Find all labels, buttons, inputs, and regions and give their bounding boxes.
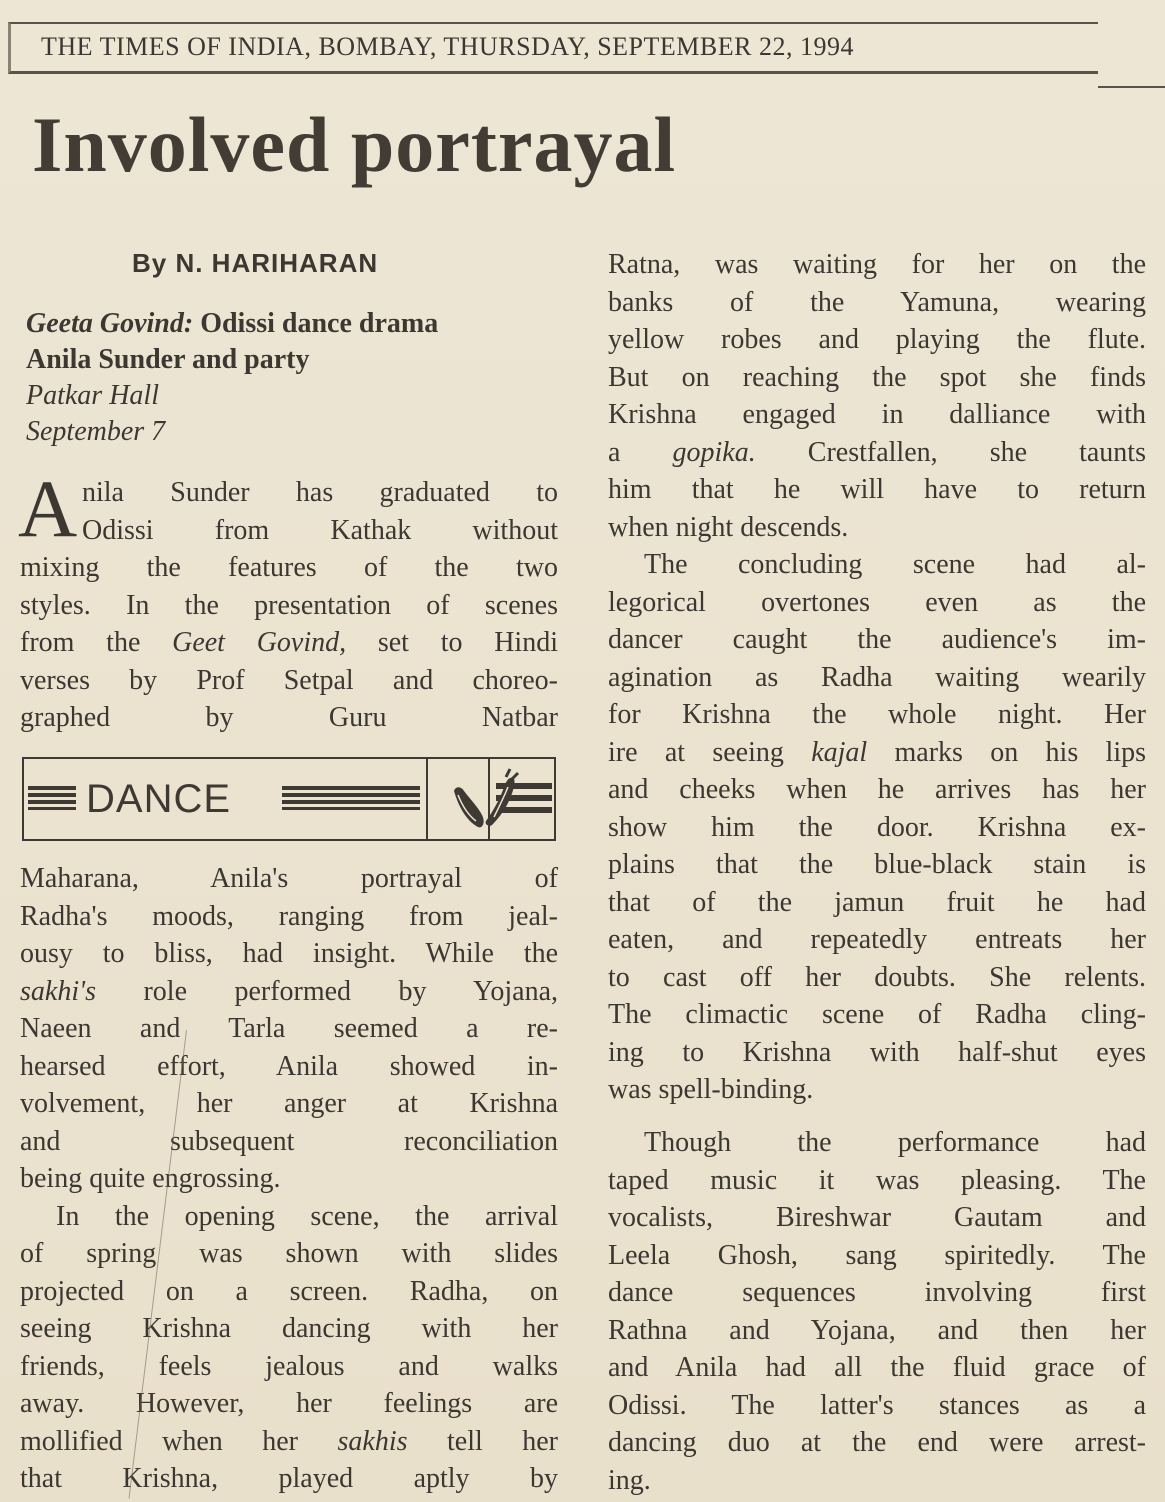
text-line: The climactic scene of Radha cling- [608, 999, 1146, 1030]
text-line: being quite engrossing. [20, 1163, 281, 1194]
text-line: Naeen and Tarla seemed a re- [20, 1013, 558, 1044]
text-line: But on reaching the spot she finds [608, 361, 1146, 393]
text-line: and Anila had all the fluid grace of [608, 1352, 1146, 1383]
text-line: mixing the features of the two [20, 552, 558, 583]
text-line: taped music it was pleasing. The [608, 1164, 1146, 1196]
text-line: volvement, her anger at Krishna [20, 1088, 558, 1119]
text-line: show him the door. Krishna ex- [608, 811, 1146, 843]
text-line: vocalists, Bireshwar Gautam and [608, 1202, 1146, 1233]
text-line: Odissi from Kathak without [82, 514, 558, 546]
text-line: Leela Ghosh, sang spiritedly. The [608, 1239, 1146, 1271]
text-line: of spring was shown with slides [20, 1238, 558, 1269]
text-line: from the Geet Govind, set to Hindi [20, 627, 558, 658]
text-line: sakhi's role performed by Yojana, [20, 975, 558, 1007]
drop-cap: A [18, 463, 78, 554]
text-line: dancing duo at the end were arrest- [608, 1427, 1146, 1458]
text-line: banks of the Yamuna, wearing [608, 286, 1146, 318]
text-line: graphed by Guru Natbar [20, 702, 558, 733]
credits-performers: Anila Sunder and party [26, 344, 310, 375]
text-line: legorical overtones even as the [608, 586, 1146, 618]
show-description: Odissi dance drama [193, 308, 439, 339]
text-line: mollified when her sakhis tell her [20, 1425, 558, 1457]
text-line: a gopika. Crestfallen, she taunts [608, 436, 1146, 468]
text-line: ing to Krishna with half-shut eyes [608, 1036, 1146, 1068]
text-line: ousy to bliss, had insight. While the [20, 938, 558, 969]
banner-stripes-left [28, 786, 76, 810]
text-line: plains that the blue-black stain is [608, 849, 1146, 880]
column-2-bottom [608, 1124, 1146, 1499]
dancing-hands-icon [448, 765, 520, 837]
text-line: that of the jamun fruit he had [608, 886, 1146, 918]
text-line: In the opening scene, the arrival [56, 1200, 558, 1232]
text-line: seeing Krishna dancing with her [20, 1313, 558, 1344]
text-line: Odissi. The latter's stances as a [608, 1389, 1146, 1421]
text-line: styles. In the presentation of scenes [20, 589, 558, 621]
text-line: Krishna engaged in dalliance with [608, 399, 1146, 430]
text-line: projected on a screen. Radha, on [20, 1275, 558, 1307]
text-line: friends, feels jealous and walks [20, 1350, 558, 1382]
credits-show-line [26, 306, 438, 342]
text-line: away. However, her feelings are [20, 1388, 558, 1419]
credits-venue: Patkar Hall [26, 380, 159, 411]
credits-date: September 7 [26, 416, 166, 447]
text-line: Maharana, Anila's portrayal of [20, 863, 558, 894]
text-line: to cast off her doubts. She relents. [608, 961, 1146, 993]
text-line: when night descends. [608, 511, 849, 543]
text-line: and cheeks when he arrives has her [608, 774, 1146, 805]
text-line: and subsequent reconciliation [20, 1125, 558, 1157]
text-line: The concluding scene had al- [644, 549, 1146, 580]
text-line: ire at seeing kajal marks on his lips [608, 736, 1146, 768]
text-line: that Krishna, played aptly by [20, 1463, 558, 1494]
text-line: for Krishna the whole night. Her [608, 699, 1146, 730]
column-1-bottom [20, 860, 558, 1498]
text-line: dance sequences involving first [608, 1277, 1146, 1308]
masthead-rule [1098, 86, 1165, 88]
text-line: dancer caught the audience's im- [608, 624, 1146, 655]
headline: Involved portrayal [32, 101, 677, 188]
text-line: him that he will have to return [608, 474, 1146, 505]
section-label: DANCE [86, 777, 232, 821]
text-line: eaten, and repeatedly entreats her [608, 924, 1146, 955]
banner-stripes-right [282, 786, 420, 810]
italic-title: Geet Govind, [172, 627, 347, 658]
review-credits [26, 306, 438, 450]
show-title: Geeta Govind: [26, 308, 194, 339]
section-banner-dance [22, 757, 556, 841]
text-line: hearsed effort, Anila showed in- [20, 1050, 558, 1082]
text-line: agination as Radha waiting wearily [608, 661, 1146, 693]
masthead: THE TIMES OF INDIA, BOMBAY, THURSDAY, SEPTEMBER 22, 1994 [41, 32, 854, 61]
text-line: ing. [608, 1464, 651, 1496]
text-line: Ratna, was waiting for her on the [608, 249, 1146, 280]
text-line: Rathna and Yojana, and then her [608, 1314, 1146, 1346]
column-1-top [18, 463, 558, 737]
byline: By N. HARIHARAN [132, 248, 379, 278]
text-line: Radha's moods, ranging from jeal- [20, 900, 558, 932]
text-line: was spell-binding. [608, 1074, 814, 1105]
column-2-top [608, 246, 1146, 1109]
masthead-frame [8, 22, 1098, 74]
text-line: nila Sunder has graduated to [82, 477, 558, 508]
text-line: verses by Prof Setpal and choreo- [20, 664, 558, 696]
text-line: Though the performance had [644, 1127, 1146, 1158]
text-line: yellow robes and playing the flute. [608, 324, 1146, 355]
